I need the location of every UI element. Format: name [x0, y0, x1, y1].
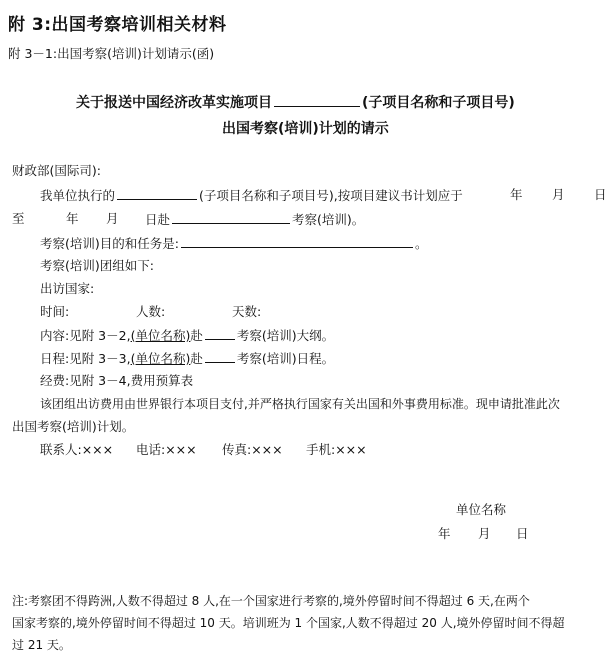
content-start: 内容:见附 3－2, — [40, 328, 131, 343]
signature-month: 月 — [478, 526, 491, 541]
project-name-blank — [274, 94, 360, 107]
schedule-go: 赴 — [190, 351, 203, 366]
content-go: 赴 — [190, 328, 203, 343]
p1-day: 日 — [594, 187, 607, 202]
paragraph-1-line1 — [40, 187, 463, 204]
purpose-end: 。 — [414, 236, 428, 251]
p2-line — [145, 211, 364, 228]
signature-year: 年 — [438, 526, 451, 541]
mobile-label: 手机:××× — [306, 442, 367, 457]
schedule-blank — [205, 350, 235, 363]
schedule-unit-name: (单位名称) — [130, 351, 191, 366]
p1-start: 我单位执行的 — [40, 188, 116, 203]
funding-line2: 出国考察(培训)计划。 — [12, 419, 135, 434]
appendix-title: 附 3:出国考察培训相关材料 — [8, 15, 227, 35]
p1-month: 月 — [552, 187, 565, 202]
subproject-blank — [117, 187, 197, 200]
p2-month: 月 — [106, 211, 119, 226]
note-line2: 国家考察的,境外停留时间不得超过 10 天。培训班为 1 个国家,人数不得超过 20 人,境外停留时间不得超 — [12, 616, 565, 630]
signature-day: 日 — [516, 526, 529, 541]
people-label: 人数: — [136, 304, 166, 319]
appendix-subtitle: 附 3－1:出国考察(培训)计划请示(函) — [8, 46, 215, 61]
contact-label: 联系人:××× — [40, 442, 114, 457]
p2-to: 至 — [12, 211, 25, 226]
content-blank — [205, 327, 235, 340]
p2-day-go: 日赴 — [145, 212, 171, 227]
doc-title-line1 — [76, 92, 515, 112]
purpose-label: 考察(培训)目的和任务是: — [40, 236, 179, 251]
days-label: 天数: — [232, 304, 262, 319]
doc-title-suffix: (子项目名称和子项目号) — [362, 95, 515, 111]
note-line3: 过 21 天。 — [12, 638, 71, 652]
signature-unit: 单位名称 — [456, 502, 507, 517]
purpose-line — [40, 235, 427, 252]
content-line — [40, 327, 334, 344]
schedule-line — [40, 350, 334, 367]
note-line1: 注:考察团不得跨洲,人数不得超过 8 人,在一个国家进行考察的,境外停留时间不得超过 6 天,在两个 — [12, 594, 530, 608]
phone-label: 电话:××× — [136, 442, 197, 457]
schedule-end: 考察(培训)日程。 — [236, 351, 335, 366]
content-end: 考察(培训)大纲。 — [236, 328, 335, 343]
doc-title-prefix: 关于报送中国经济改革实施项目 — [76, 95, 272, 111]
doc-title-line2: 出国考察(培训)计划的请示 — [222, 121, 389, 137]
addressee: 财政部(国际司): — [12, 163, 101, 178]
purpose-blank — [181, 235, 413, 248]
destination-blank — [172, 211, 290, 224]
schedule-start: 日程:见附 3－3, — [40, 351, 131, 366]
p1-mid: (子项目名称和子项目号),按项目建议书计划应于 — [199, 188, 463, 203]
p1-year: 年 — [510, 187, 523, 202]
p2-year: 年 — [66, 211, 79, 226]
fax-label: 传真:××× — [222, 442, 283, 457]
funding-line1: 该团组出访费用由世界银行本项目支付,并严格执行国家有关出国和外事费用标准。现申请批准此次 — [40, 397, 560, 411]
content-unit-name: (单位名称) — [130, 328, 191, 343]
countries-label: 出访国家: — [40, 281, 95, 296]
p2-end: 考察(培训)。 — [292, 212, 365, 227]
budget-line: 经费:见附 3－4,费用预算表 — [40, 373, 194, 388]
group-label: 考察(培训)团组如下: — [40, 258, 154, 273]
time-label: 时间: — [40, 304, 70, 319]
